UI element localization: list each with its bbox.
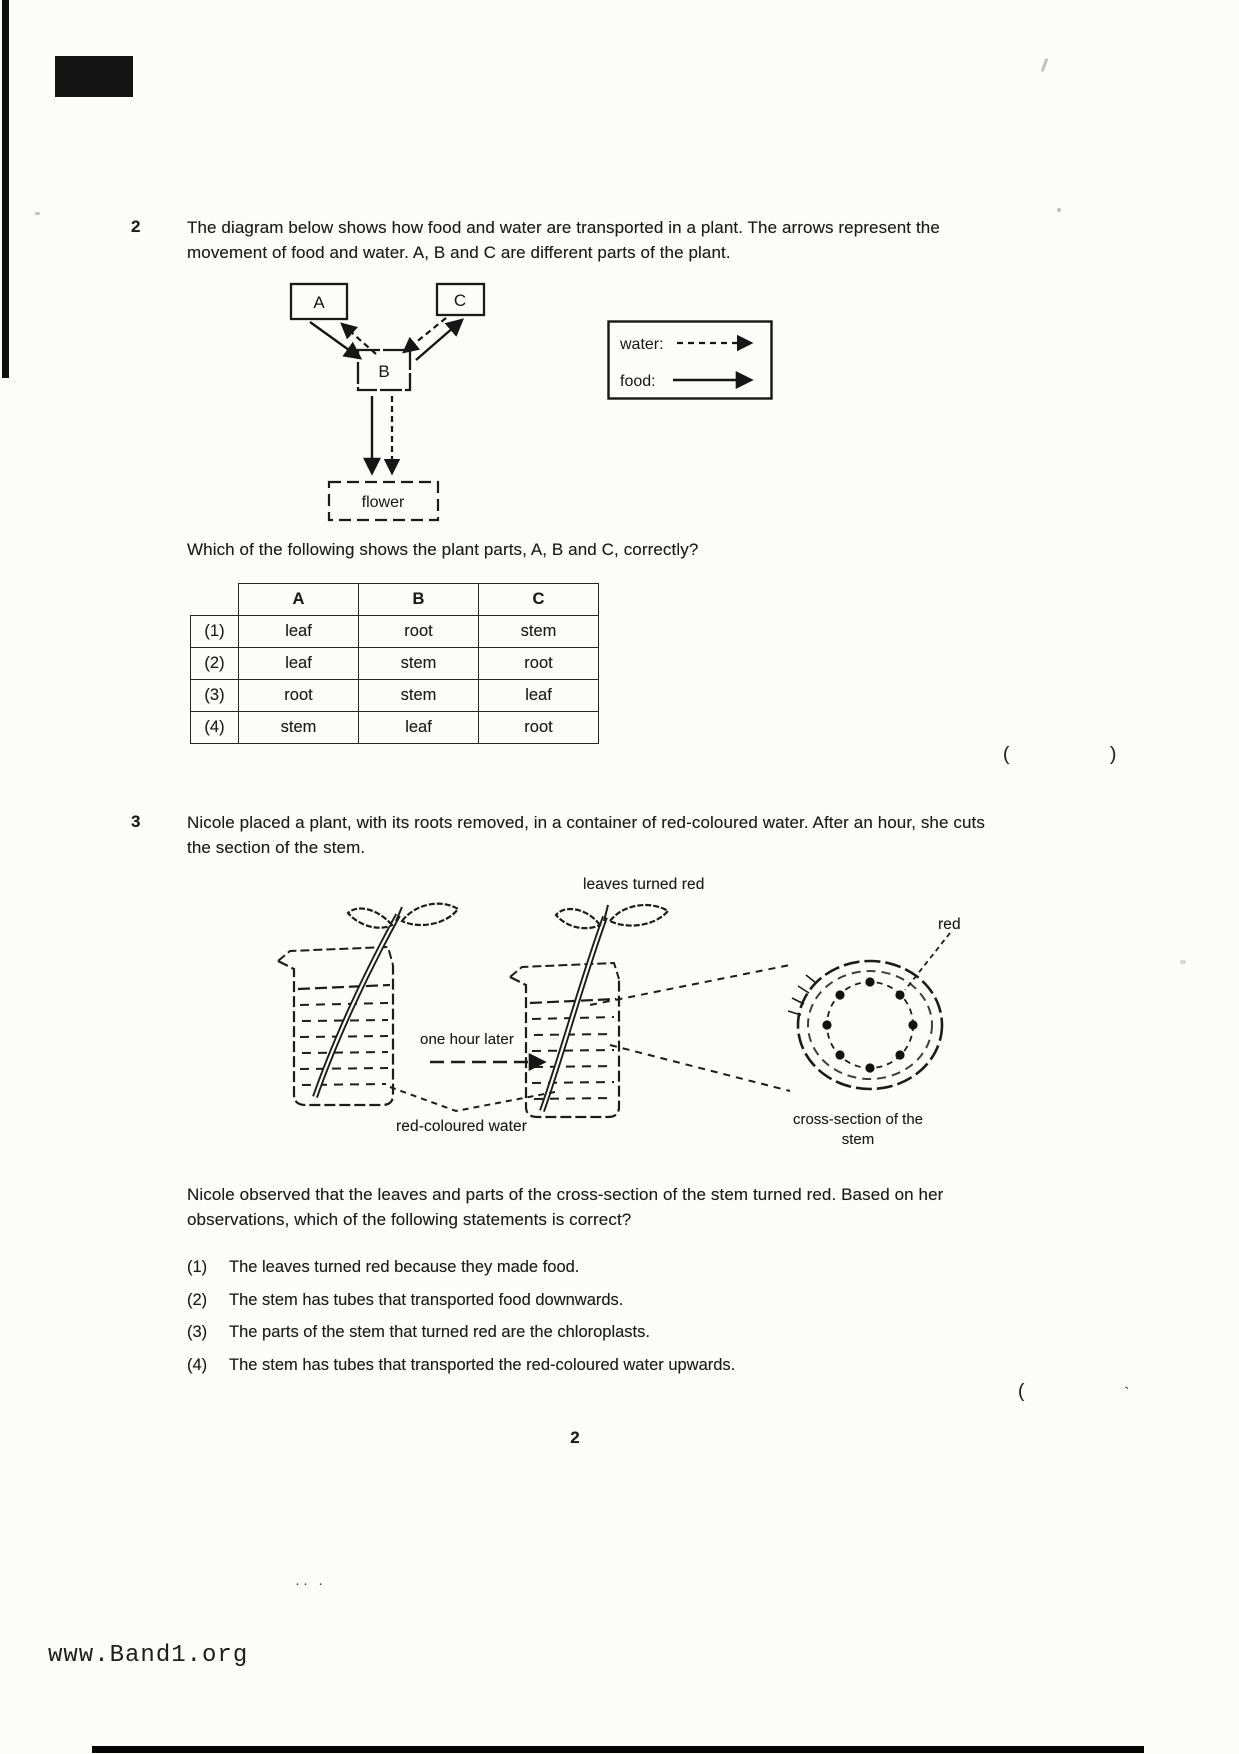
- box-c: [437, 284, 484, 315]
- cell: leaf: [479, 680, 599, 712]
- table-row: [191, 616, 599, 648]
- box-c-label: C: [453, 291, 467, 310]
- option-4: [187, 1354, 1047, 1377]
- option-2-number: (2): [187, 1290, 208, 1309]
- watermark-url: www.Band1.org: [48, 1642, 249, 1669]
- option-1-text: The leaves turned red because they made food.: [229, 1258, 580, 1276]
- label-cross-section-line2: stem: [841, 1131, 875, 1149]
- cell: leaf: [239, 616, 359, 648]
- table-row: [191, 680, 599, 712]
- q3-answer-bracket-open: (: [1018, 1381, 1025, 1402]
- q2-answer-bracket-close: ): [1110, 744, 1117, 765]
- q2-legend: [607, 320, 773, 400]
- option-3-number: (3): [187, 1323, 208, 1342]
- cell: root: [239, 680, 359, 712]
- red-label-pointer: [905, 933, 950, 990]
- cell: stem: [359, 680, 479, 712]
- scan-corner-block: [55, 56, 133, 97]
- box-a-label: A: [313, 293, 325, 312]
- option-4-text: The stem has tubes that transported the red-coloured water upwards.: [229, 1355, 736, 1374]
- row-option-label: (2): [191, 648, 239, 680]
- q3-options-list: [187, 1256, 1047, 1386]
- red-dots-ring: [822, 977, 917, 1072]
- stem-cross-section: [788, 933, 950, 1089]
- cell: root: [479, 712, 599, 744]
- table-row: [191, 648, 599, 680]
- label-one-hour-later: one hour later: [420, 1031, 514, 1048]
- projection-line-lower: [610, 1045, 790, 1091]
- label-cross-section: [772, 1110, 944, 1151]
- scan-speck: [1057, 208, 1061, 212]
- question-3-number: 3: [131, 812, 141, 831]
- flower-box-label: flower: [361, 494, 405, 511]
- question-2-number: 2: [131, 217, 141, 236]
- option-3-text: The parts of the stem that turned red are the chloroplasts.: [229, 1323, 650, 1342]
- cell: stem: [239, 712, 359, 744]
- food-arrow-a-to-b: [310, 322, 360, 358]
- row-option-label: (3): [191, 680, 239, 712]
- table-header-c: C: [479, 584, 599, 616]
- q2-transport-diagram: [250, 272, 810, 537]
- option-4-number: (4): [187, 1355, 208, 1374]
- option-2-text: The stem has tubes that transported food downwards.: [229, 1290, 624, 1309]
- row-option-label: (1): [191, 616, 239, 648]
- legend-water-label: water:: [620, 336, 664, 353]
- q2-answer-bracket-open: (: [1003, 744, 1010, 765]
- option-3: [187, 1321, 1047, 1344]
- table-header-a: A: [239, 584, 359, 616]
- scan-speck: [35, 212, 40, 215]
- scan-speck: [1041, 58, 1049, 72]
- water-arrow-c-to-b: [404, 318, 446, 352]
- cell: root: [479, 648, 599, 680]
- cell: stem: [359, 648, 479, 680]
- option-1: [187, 1256, 1047, 1279]
- label-leaves-turned-red: leaves turned red: [583, 876, 705, 893]
- cell: leaf: [239, 648, 359, 680]
- beaker-1: [278, 947, 393, 1105]
- row-option-label: (4): [191, 712, 239, 744]
- flower-box: [329, 482, 438, 520]
- scan-dots: ·· ·: [295, 1575, 327, 1592]
- question-2-sub-question: Which of the following shows the plant parts, A, B and C, correctly?: [187, 540, 699, 559]
- scan-edge-strip: [2, 0, 9, 378]
- table-header-blank: [191, 584, 239, 616]
- food-arrow-b-to-c: [416, 320, 462, 360]
- plant-2: [542, 905, 668, 1111]
- option-1-number: (1): [187, 1258, 208, 1276]
- question-2-prompt: The diagram below shows how food and water are transported in a plant. The arrows represent the movement of food and water. A, B and C are different parts of the plant.: [187, 218, 940, 262]
- table-row: [191, 712, 599, 744]
- box-b-label: B: [378, 362, 390, 381]
- box-a: [291, 284, 347, 319]
- scan-speck: [1180, 960, 1186, 964]
- scan-bottom-bar: [92, 1746, 1144, 1753]
- label-cross-section-line1: cross-section of the: [792, 1111, 924, 1128]
- table-header-row: [191, 584, 599, 616]
- question-3-prompt: Nicole placed a plant, with its roots removed, in a container of red-coloured water. After an hour, she cuts the section of the stem.: [187, 813, 985, 857]
- cell: root: [359, 616, 479, 648]
- page-number: 2: [570, 1428, 580, 1447]
- label-red-coloured-water: red-coloured water: [396, 1118, 528, 1135]
- cell: stem: [479, 616, 599, 648]
- question-3-observation: Nicole observed that the leaves and parts of the cross-section of the stem turned red. Based on her observations, which of the following statements is correct?: [187, 1185, 944, 1229]
- scan-tick: ˋ: [1124, 1384, 1130, 1403]
- box-b: [358, 350, 410, 390]
- option-2: [187, 1289, 1047, 1312]
- label-red: red: [938, 916, 961, 933]
- legend-food-label: food:: [620, 373, 656, 390]
- table-header-b: B: [359, 584, 479, 616]
- cell: leaf: [359, 712, 479, 744]
- q2-answer-table: [190, 583, 599, 744]
